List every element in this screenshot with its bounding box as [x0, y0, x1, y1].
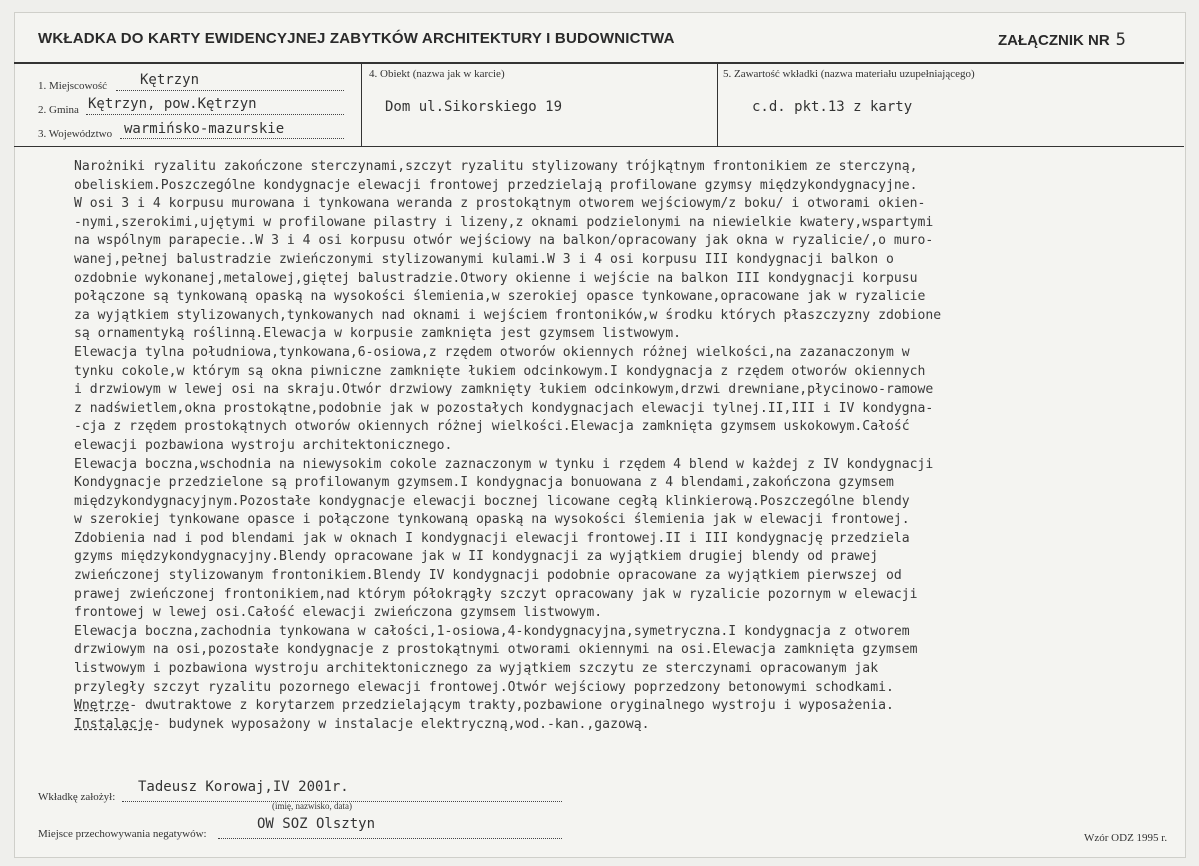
text-line: międzykondygnacyjnym.Pozostałe kondygnacje elewacji bocznej licowane cegłą klinkierową.Poszczególne blendy [74, 493, 910, 509]
negatives-dotted-line [218, 838, 562, 839]
annex-label-text: ZAŁĄCZNIK NR [998, 32, 1110, 49]
author-note: (imię, nazwisko, data) [272, 801, 352, 811]
header-top-rule [14, 62, 1184, 64]
text-line: Elewacja boczna,wschodnia na niewysokim cokole zaznaczonym w tynku i rzędem 4 blend w każdej z IV kondygnacji [74, 456, 934, 472]
text-line: za wyjątkiem stylizowanych,tynkowanych nad oknami i wejściem frontoników,w środku których płaszczyzny zdobione [74, 307, 942, 323]
wojewodztwo-label: 3. Województwo [38, 128, 113, 140]
text-line: są ornamentyką roślinną.Elewacja w korpusie zamknięta jest gzymsem listwowym. [74, 326, 681, 342]
text-line: Kondygnacje przedzielone są profilowanym gzymsem.I kondygnacja bonuowana z 4 blendami,zakończona gzymsem [74, 475, 894, 491]
text-line: zwieńczonej stylizowanym frontonikiem.Blendy IV kondygnacji podobnie opracowane za wyjątkiem pierwszej od [74, 568, 902, 584]
text-line: na wspólnym parapecie..W 3 i 4 osi korpusu otwór wejściowy na balkon/opracowany jak okna w ryzalicie/,o muro- [74, 233, 934, 249]
header-divider-2 [717, 62, 718, 146]
installations-text: - budynek wyposażony w instalacje elektryczną,wod.-kan.,gazową. [152, 716, 650, 732]
form-code: Wzór ODZ 1995 r. [1084, 832, 1168, 844]
wojewodztwo-dotted-line [120, 138, 344, 139]
interior-label: Wnętrze [74, 698, 130, 714]
text-line: -cja z rzędem prostokątnych otworów okiennych różnej wielkości.Elewacja zamknięta gzymsem uskokowym.Całość [74, 419, 910, 435]
installations-line [74, 716, 1186, 735]
interior-line [74, 697, 1186, 716]
annex-label [998, 30, 1126, 50]
installations-label: Instalacje [74, 716, 153, 732]
text-line: ozdobnie wykonanej,metalowej,giętej balustradzie.Otwory okienne i wejście na balkon III kondygnacji korpusu [74, 270, 918, 286]
gmina-label: 2. Gmina [38, 104, 79, 116]
form-title: WKŁADKA DO KARTY EWIDENCYJNEJ ZABYTKÓW ARCHITEKTURY I BUDOWNICTWA [38, 30, 675, 47]
zawartosc-value: c.d. pkt.13 z karty [752, 99, 913, 115]
header-divider-1 [361, 62, 362, 146]
obiekt-label: 4. Obiekt (nazwa jak w karcie) [369, 68, 505, 80]
text-line: W osi 3 i 4 korpusu murowana i tynkowana weranda z prostokątnym otworem wejściowym/z boku/ i otworami okien- [74, 196, 926, 212]
text-line: listwowym i pozbawiona wystroju architektonicznego za wyjątkiem szczytu ze sterczynami opracowanym jak [74, 661, 879, 677]
text-line: drzwiowym na osi,pozostałe kondygnacje z prostokątnymi otworami okiennymi na osi.Elewacja zamknięta gzymsem [74, 642, 918, 658]
text-line: prawej zwieńczonej frontonikiem,nad którym półokrągły szczyt opracowany jak w ryzalicie pozornym w elewacji [74, 586, 918, 602]
negatives-value: OW SOZ Olsztyn [257, 816, 376, 832]
author-value: Tadeusz Korowaj,IV 2001r. [138, 779, 349, 795]
text-line: w szerokiej tynkowane opasce i połączone tynkowaną opaską na wysokości ślemienia jak w elewacji frontowej. [74, 512, 910, 528]
miejscowosc-label: 1. Miejscowość [38, 80, 108, 92]
text-line: Zdobienia nad i pod blendami jak w oknach I kondygnacji elewacji frontowej.II i III kondygnację przedziela [74, 530, 910, 546]
obiekt-value: Dom ul.Sikorskiego 19 [385, 99, 563, 115]
text-line: wanej,pełnej balustradzie zwieńczonymi stylizowanymi kulami.W 3 i 4 osi korpusu III kondygnacji balkon o [74, 251, 894, 267]
text-line: gzyms międzykondygnacyjny.Blendy opracowane jak w II kondygnacji za wyjątkiem drugiej blendy od prawej [74, 549, 879, 565]
text-line: z nadświetlem,okna prostokątne,podobnie jak w pozostałych kondygnacjach elewacji tylnej.II,III i IV kondygna- [74, 400, 934, 416]
description-text [74, 158, 1186, 734]
gmina-value: Kętrzyn, pow.Kętrzyn [88, 96, 257, 112]
header-bottom-rule [14, 146, 1184, 147]
text-line: -nymi,szerokimi,ujętymi w profilowane pilastry i lizeny,z oknami podzielonymi na niewielkie kwatery,wspartymi [74, 214, 934, 230]
miejscowosc-value: Kętrzyn [140, 72, 200, 88]
negatives-label: Miejsce przechowywania negatywów: [38, 828, 207, 840]
text-line: Elewacja boczna,zachodnia tynkowana w całości,1-osiowa,4-kondygnacyjna,symetryczna.I kondygnacja z otworem [74, 623, 910, 639]
text-line: przyległy szczyt ryzalitu pozornego elewacji frontowej.Otwór wejściowy poprzedzony betonowymi schodkami. [74, 679, 894, 695]
text-line: Elewacja tylna południowa,tynkowana,6-osiowa,z rzędem otworów okiennych różnej wielkości,na zazanaczonym w [74, 344, 910, 360]
text-line: połączone są tynkowaną opaską na wysokości ślemienia,w szerokiej opasce tynkowane,opracowane jak w ryzalicie [74, 289, 926, 305]
text-line: tynku cokole,w którym są okna piwniczne zamknięte łukiem odcinkowym.I kondygnacja z rzędem otworów okiennych [74, 363, 926, 379]
gmina-dotted-line [86, 114, 344, 115]
text-line: frontowej w lewej osi.Całość elewacji zwieńczona gzymsem listwowym. [74, 605, 603, 621]
text-line: Narożniki ryzalitu zakończone sterczynami,szczyt ryzalitu stylizowany trójkątnym frontonikiem ze sterczyną, [74, 159, 918, 174]
zawartosc-label: 5. Zawartość wkładki (nazwa materiału uzupełniającego) [723, 68, 975, 80]
text-line: elewacji pozbawiona wystroju architektonicznego. [74, 437, 453, 453]
annex-number: 5 [1115, 30, 1126, 50]
text-line: obeliskiem.Poszczególne kondygnacje elewacji frontowej przedzielają profilowane gzymsy międzykondygnacyjne. [74, 177, 918, 193]
author-label: Wkładkę założył: [38, 791, 116, 803]
interior-text: - dwutraktowe z korytarzem przedzielającym trakty,pozbawione oryginalnego wystroju i wyposażenia. [129, 698, 894, 714]
miejscowosc-dotted-line [116, 90, 344, 91]
text-line: i drzwiowym w lewej osi na skraju.Otwór drzwiowy zamknięty łukiem odcinkowym,drzwi drewniane,płycinowo-ramowe [74, 382, 934, 398]
wojewodztwo-value: warmińsko-mazurskie [124, 121, 285, 137]
